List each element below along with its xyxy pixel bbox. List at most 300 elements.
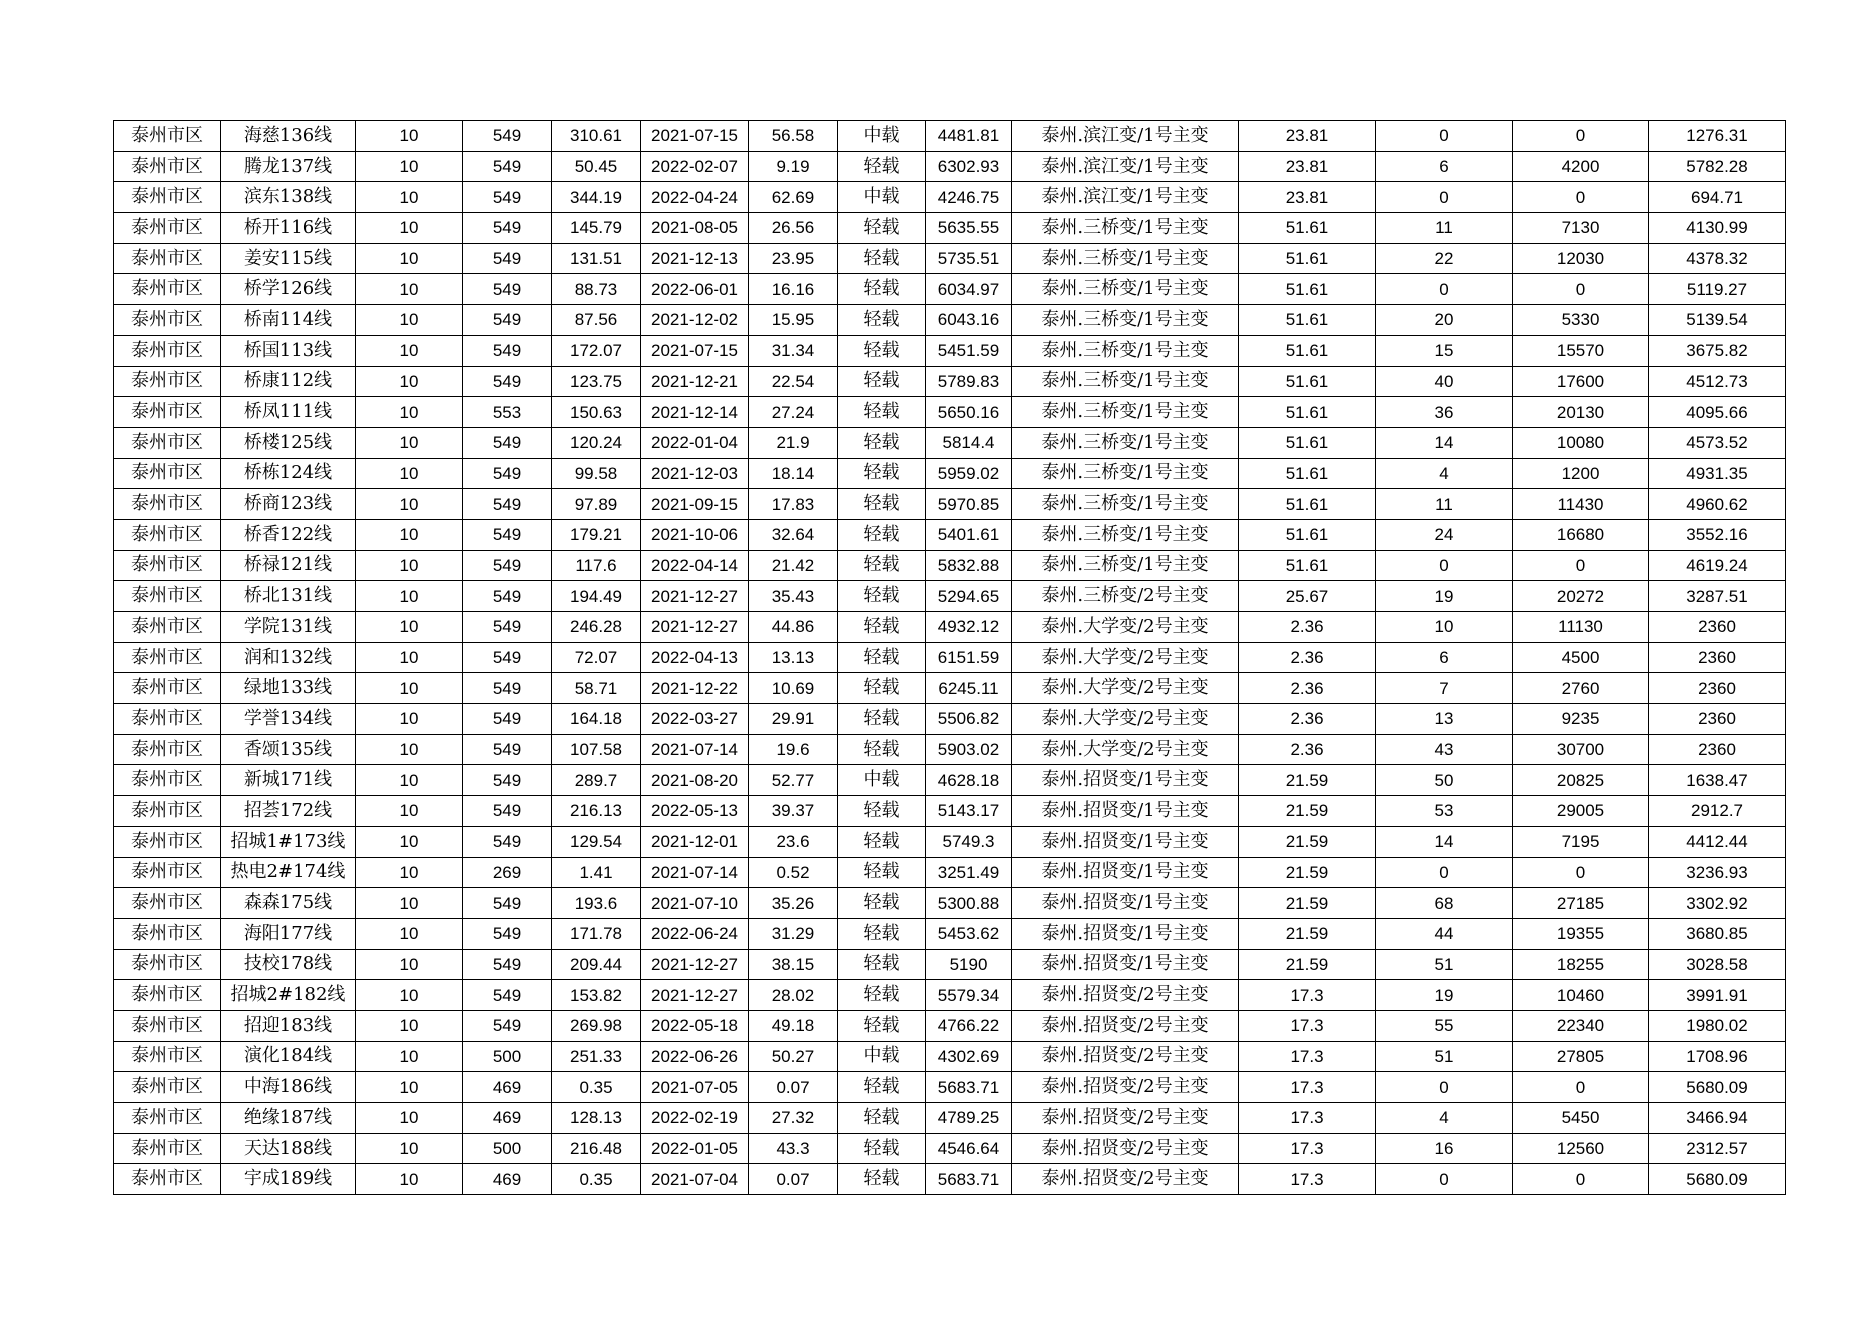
district-cell: 泰州市区 bbox=[114, 305, 221, 336]
line-name-cell: 桥楼125线 bbox=[221, 427, 356, 458]
date-cell: 2022-02-07 bbox=[641, 151, 749, 182]
voltage-cell: 10 bbox=[356, 366, 463, 397]
transformer-cell: 泰州.三桥变/1号主变 bbox=[1012, 397, 1239, 428]
user-count-cell: 0 bbox=[1376, 121, 1513, 152]
load-status-cell: 轻载 bbox=[838, 888, 926, 919]
district-cell: 泰州市区 bbox=[114, 1133, 221, 1164]
user-count-cell: 16 bbox=[1376, 1133, 1513, 1164]
current-cell: 216.48 bbox=[552, 1133, 641, 1164]
table-row bbox=[114, 1103, 1786, 1134]
load-rate-cell: 0.07 bbox=[749, 1072, 838, 1103]
transformer-load-cell: 21.59 bbox=[1239, 857, 1376, 888]
transformer-cell: 泰州.三桥变/1号主变 bbox=[1012, 274, 1239, 305]
user-capacity-cell: 17600 bbox=[1513, 366, 1649, 397]
date-cell: 2022-04-14 bbox=[641, 550, 749, 581]
available-capacity-cell: 5401.61 bbox=[926, 519, 1012, 550]
current-cell: 310.61 bbox=[552, 121, 641, 152]
remaining-capacity-cell: 5680.09 bbox=[1649, 1072, 1786, 1103]
voltage-cell: 10 bbox=[356, 335, 463, 366]
load-rate-cell: 0.07 bbox=[749, 1164, 838, 1195]
current-cell: 164.18 bbox=[552, 704, 641, 735]
line-name-cell: 海阳177线 bbox=[221, 918, 356, 949]
transformer-cell: 泰州.滨江变/1号主变 bbox=[1012, 182, 1239, 213]
date-cell: 2022-01-05 bbox=[641, 1133, 749, 1164]
line-name-cell: 森森175线 bbox=[221, 888, 356, 919]
transformer-cell: 泰州.招贤变/1号主变 bbox=[1012, 796, 1239, 827]
user-count-cell: 15 bbox=[1376, 335, 1513, 366]
district-cell: 泰州市区 bbox=[114, 1041, 221, 1072]
load-status-cell: 中载 bbox=[838, 765, 926, 796]
table-row bbox=[114, 427, 1786, 458]
load-rate-cell: 35.26 bbox=[749, 888, 838, 919]
district-cell: 泰州市区 bbox=[114, 1010, 221, 1041]
capacity-cell: 549 bbox=[463, 612, 552, 643]
capacity-cell: 500 bbox=[463, 1041, 552, 1072]
transformer-cell: 泰州.三桥变/1号主变 bbox=[1012, 427, 1239, 458]
date-cell: 2021-07-14 bbox=[641, 734, 749, 765]
user-capacity-cell: 27185 bbox=[1513, 888, 1649, 919]
voltage-cell: 10 bbox=[356, 550, 463, 581]
available-capacity-cell: 6043.16 bbox=[926, 305, 1012, 336]
transformer-cell: 泰州.三桥变/1号主变 bbox=[1012, 366, 1239, 397]
capacity-cell: 549 bbox=[463, 673, 552, 704]
remaining-capacity-cell: 4412.44 bbox=[1649, 826, 1786, 857]
transformer-cell: 泰州.招贤变/1号主变 bbox=[1012, 949, 1239, 980]
capacity-cell: 549 bbox=[463, 274, 552, 305]
user-capacity-cell: 5330 bbox=[1513, 305, 1649, 336]
load-rate-cell: 23.6 bbox=[749, 826, 838, 857]
user-count-cell: 4 bbox=[1376, 1103, 1513, 1134]
table-row bbox=[114, 182, 1786, 213]
district-cell: 泰州市区 bbox=[114, 335, 221, 366]
transformer-load-cell: 17.3 bbox=[1239, 1133, 1376, 1164]
capacity-cell: 549 bbox=[463, 121, 552, 152]
available-capacity-cell: 5650.16 bbox=[926, 397, 1012, 428]
voltage-cell: 10 bbox=[356, 826, 463, 857]
voltage-cell: 10 bbox=[356, 305, 463, 336]
load-rate-cell: 27.24 bbox=[749, 397, 838, 428]
available-capacity-cell: 5506.82 bbox=[926, 704, 1012, 735]
current-cell: 97.89 bbox=[552, 489, 641, 520]
available-capacity-cell: 4246.75 bbox=[926, 182, 1012, 213]
available-capacity-cell: 4766.22 bbox=[926, 1010, 1012, 1041]
current-cell: 171.78 bbox=[552, 918, 641, 949]
load-status-cell: 轻载 bbox=[838, 734, 926, 765]
capacity-cell: 549 bbox=[463, 826, 552, 857]
capacity-cell: 549 bbox=[463, 581, 552, 612]
load-rate-cell: 29.91 bbox=[749, 704, 838, 735]
transformer-cell: 泰州.大学变/2号主变 bbox=[1012, 673, 1239, 704]
current-cell: 129.54 bbox=[552, 826, 641, 857]
current-cell: 150.63 bbox=[552, 397, 641, 428]
user-capacity-cell: 7130 bbox=[1513, 213, 1649, 244]
load-status-cell: 轻载 bbox=[838, 519, 926, 550]
current-cell: 128.13 bbox=[552, 1103, 641, 1134]
capacity-cell: 549 bbox=[463, 335, 552, 366]
district-cell: 泰州市区 bbox=[114, 704, 221, 735]
capacity-cell: 549 bbox=[463, 765, 552, 796]
remaining-capacity-cell: 3680.85 bbox=[1649, 918, 1786, 949]
user-capacity-cell: 4200 bbox=[1513, 151, 1649, 182]
available-capacity-cell: 5453.62 bbox=[926, 918, 1012, 949]
user-count-cell: 14 bbox=[1376, 826, 1513, 857]
current-cell: 269.98 bbox=[552, 1010, 641, 1041]
user-capacity-cell: 2760 bbox=[1513, 673, 1649, 704]
load-status-cell: 中载 bbox=[838, 121, 926, 152]
table-row bbox=[114, 1133, 1786, 1164]
current-cell: 289.7 bbox=[552, 765, 641, 796]
load-rate-cell: 15.95 bbox=[749, 305, 838, 336]
district-cell: 泰州市区 bbox=[114, 826, 221, 857]
user-capacity-cell: 9235 bbox=[1513, 704, 1649, 735]
remaining-capacity-cell: 4573.52 bbox=[1649, 427, 1786, 458]
current-cell: 1.41 bbox=[552, 857, 641, 888]
user-capacity-cell: 0 bbox=[1513, 274, 1649, 305]
load-rate-cell: 56.58 bbox=[749, 121, 838, 152]
line-name-cell: 桥学126线 bbox=[221, 274, 356, 305]
load-status-cell: 轻载 bbox=[838, 1010, 926, 1041]
capacity-cell: 469 bbox=[463, 1103, 552, 1134]
date-cell: 2021-12-14 bbox=[641, 397, 749, 428]
line-name-cell: 海慈136线 bbox=[221, 121, 356, 152]
line-name-cell: 润和132线 bbox=[221, 642, 356, 673]
capacity-cell: 549 bbox=[463, 734, 552, 765]
user-count-cell: 55 bbox=[1376, 1010, 1513, 1041]
line-name-cell: 桥开116线 bbox=[221, 213, 356, 244]
load-status-cell: 轻载 bbox=[838, 151, 926, 182]
date-cell: 2021-12-27 bbox=[641, 949, 749, 980]
current-cell: 58.71 bbox=[552, 673, 641, 704]
user-count-cell: 0 bbox=[1376, 182, 1513, 213]
current-cell: 216.13 bbox=[552, 796, 641, 827]
voltage-cell: 10 bbox=[356, 704, 463, 735]
table-row bbox=[114, 151, 1786, 182]
current-cell: 251.33 bbox=[552, 1041, 641, 1072]
table-row bbox=[114, 397, 1786, 428]
district-cell: 泰州市区 bbox=[114, 673, 221, 704]
available-capacity-cell: 4302.69 bbox=[926, 1041, 1012, 1072]
district-cell: 泰州市区 bbox=[114, 550, 221, 581]
date-cell: 2021-08-05 bbox=[641, 213, 749, 244]
date-cell: 2021-12-21 bbox=[641, 366, 749, 397]
table-row bbox=[114, 1041, 1786, 1072]
user-capacity-cell: 19355 bbox=[1513, 918, 1649, 949]
load-status-cell: 轻载 bbox=[838, 335, 926, 366]
date-cell: 2021-07-14 bbox=[641, 857, 749, 888]
district-cell: 泰州市区 bbox=[114, 243, 221, 274]
table-row bbox=[114, 612, 1786, 643]
line-name-cell: 桥国113线 bbox=[221, 335, 356, 366]
load-rate-cell: 18.14 bbox=[749, 458, 838, 489]
table-row bbox=[114, 796, 1786, 827]
current-cell: 145.79 bbox=[552, 213, 641, 244]
capacity-cell: 549 bbox=[463, 151, 552, 182]
date-cell: 2021-09-15 bbox=[641, 489, 749, 520]
capacity-cell: 500 bbox=[463, 1133, 552, 1164]
capacity-cell: 549 bbox=[463, 704, 552, 735]
district-cell: 泰州市区 bbox=[114, 857, 221, 888]
feeder-load-table bbox=[113, 120, 1786, 1195]
load-rate-cell: 50.27 bbox=[749, 1041, 838, 1072]
district-cell: 泰州市区 bbox=[114, 121, 221, 152]
district-cell: 泰州市区 bbox=[114, 980, 221, 1011]
available-capacity-cell: 5789.83 bbox=[926, 366, 1012, 397]
load-status-cell: 轻载 bbox=[838, 458, 926, 489]
date-cell: 2022-03-27 bbox=[641, 704, 749, 735]
district-cell: 泰州市区 bbox=[114, 397, 221, 428]
line-name-cell: 姜安115线 bbox=[221, 243, 356, 274]
table-row bbox=[114, 305, 1786, 336]
available-capacity-cell: 5970.85 bbox=[926, 489, 1012, 520]
user-capacity-cell: 12030 bbox=[1513, 243, 1649, 274]
voltage-cell: 10 bbox=[356, 397, 463, 428]
capacity-cell: 549 bbox=[463, 305, 552, 336]
date-cell: 2021-12-01 bbox=[641, 826, 749, 857]
transformer-load-cell: 23.81 bbox=[1239, 121, 1376, 152]
user-count-cell: 0 bbox=[1376, 274, 1513, 305]
capacity-cell: 549 bbox=[463, 489, 552, 520]
remaining-capacity-cell: 4130.99 bbox=[1649, 213, 1786, 244]
user-count-cell: 0 bbox=[1376, 1072, 1513, 1103]
capacity-cell: 549 bbox=[463, 918, 552, 949]
user-capacity-cell: 12560 bbox=[1513, 1133, 1649, 1164]
voltage-cell: 10 bbox=[356, 612, 463, 643]
transformer-load-cell: 2.36 bbox=[1239, 734, 1376, 765]
transformer-load-cell: 51.61 bbox=[1239, 366, 1376, 397]
remaining-capacity-cell: 5139.54 bbox=[1649, 305, 1786, 336]
capacity-cell: 469 bbox=[463, 1072, 552, 1103]
load-rate-cell: 27.32 bbox=[749, 1103, 838, 1134]
district-cell: 泰州市区 bbox=[114, 1164, 221, 1195]
remaining-capacity-cell: 4095.66 bbox=[1649, 397, 1786, 428]
date-cell: 2021-07-15 bbox=[641, 121, 749, 152]
transformer-load-cell: 21.59 bbox=[1239, 888, 1376, 919]
remaining-capacity-cell: 5119.27 bbox=[1649, 274, 1786, 305]
current-cell: 87.56 bbox=[552, 305, 641, 336]
table-row bbox=[114, 335, 1786, 366]
current-cell: 120.24 bbox=[552, 427, 641, 458]
load-rate-cell: 39.37 bbox=[749, 796, 838, 827]
table-row bbox=[114, 918, 1786, 949]
voltage-cell: 10 bbox=[356, 519, 463, 550]
table-row bbox=[114, 980, 1786, 1011]
transformer-cell: 泰州.招贤变/2号主变 bbox=[1012, 980, 1239, 1011]
current-cell: 193.6 bbox=[552, 888, 641, 919]
current-cell: 344.19 bbox=[552, 182, 641, 213]
user-count-cell: 4 bbox=[1376, 458, 1513, 489]
available-capacity-cell: 5451.59 bbox=[926, 335, 1012, 366]
load-rate-cell: 44.86 bbox=[749, 612, 838, 643]
available-capacity-cell: 5832.88 bbox=[926, 550, 1012, 581]
load-status-cell: 轻载 bbox=[838, 243, 926, 274]
date-cell: 2021-07-15 bbox=[641, 335, 749, 366]
date-cell: 2021-07-04 bbox=[641, 1164, 749, 1195]
current-cell: 72.07 bbox=[552, 642, 641, 673]
table-row bbox=[114, 765, 1786, 796]
load-status-cell: 轻载 bbox=[838, 1103, 926, 1134]
remaining-capacity-cell: 1638.47 bbox=[1649, 765, 1786, 796]
remaining-capacity-cell: 4619.24 bbox=[1649, 550, 1786, 581]
load-rate-cell: 38.15 bbox=[749, 949, 838, 980]
transformer-cell: 泰州.大学变/2号主变 bbox=[1012, 612, 1239, 643]
date-cell: 2022-06-01 bbox=[641, 274, 749, 305]
current-cell: 194.49 bbox=[552, 581, 641, 612]
transformer-cell: 泰州.招贤变/1号主变 bbox=[1012, 826, 1239, 857]
available-capacity-cell: 5903.02 bbox=[926, 734, 1012, 765]
available-capacity-cell: 5635.55 bbox=[926, 213, 1012, 244]
user-capacity-cell: 30700 bbox=[1513, 734, 1649, 765]
remaining-capacity-cell: 2360 bbox=[1649, 734, 1786, 765]
current-cell: 99.58 bbox=[552, 458, 641, 489]
transformer-load-cell: 25.67 bbox=[1239, 581, 1376, 612]
user-count-cell: 10 bbox=[1376, 612, 1513, 643]
transformer-load-cell: 51.61 bbox=[1239, 550, 1376, 581]
capacity-cell: 549 bbox=[463, 182, 552, 213]
load-rate-cell: 21.9 bbox=[749, 427, 838, 458]
date-cell: 2021-12-27 bbox=[641, 980, 749, 1011]
district-cell: 泰州市区 bbox=[114, 1103, 221, 1134]
user-capacity-cell: 0 bbox=[1513, 182, 1649, 213]
transformer-load-cell: 2.36 bbox=[1239, 704, 1376, 735]
current-cell: 153.82 bbox=[552, 980, 641, 1011]
voltage-cell: 10 bbox=[356, 182, 463, 213]
remaining-capacity-cell: 4960.62 bbox=[1649, 489, 1786, 520]
district-cell: 泰州市区 bbox=[114, 796, 221, 827]
remaining-capacity-cell: 3287.51 bbox=[1649, 581, 1786, 612]
user-count-cell: 11 bbox=[1376, 213, 1513, 244]
table-row bbox=[114, 458, 1786, 489]
available-capacity-cell: 5749.3 bbox=[926, 826, 1012, 857]
district-cell: 泰州市区 bbox=[114, 734, 221, 765]
user-capacity-cell: 1200 bbox=[1513, 458, 1649, 489]
line-name-cell: 学誉134线 bbox=[221, 704, 356, 735]
table-row bbox=[114, 213, 1786, 244]
user-count-cell: 14 bbox=[1376, 427, 1513, 458]
table-row bbox=[114, 366, 1786, 397]
capacity-cell: 549 bbox=[463, 519, 552, 550]
table-row bbox=[114, 888, 1786, 919]
voltage-cell: 10 bbox=[356, 1041, 463, 1072]
user-capacity-cell: 11430 bbox=[1513, 489, 1649, 520]
transformer-load-cell: 2.36 bbox=[1239, 673, 1376, 704]
table-row bbox=[114, 857, 1786, 888]
user-count-cell: 13 bbox=[1376, 704, 1513, 735]
load-rate-cell: 0.52 bbox=[749, 857, 838, 888]
user-count-cell: 20 bbox=[1376, 305, 1513, 336]
remaining-capacity-cell: 5680.09 bbox=[1649, 1164, 1786, 1195]
transformer-cell: 泰州.三桥变/1号主变 bbox=[1012, 550, 1239, 581]
transformer-cell: 泰州.滨江变/1号主变 bbox=[1012, 151, 1239, 182]
transformer-load-cell: 51.61 bbox=[1239, 274, 1376, 305]
load-status-cell: 轻载 bbox=[838, 1072, 926, 1103]
user-capacity-cell: 10080 bbox=[1513, 427, 1649, 458]
available-capacity-cell: 4932.12 bbox=[926, 612, 1012, 643]
date-cell: 2021-12-27 bbox=[641, 612, 749, 643]
table-row bbox=[114, 673, 1786, 704]
user-capacity-cell: 10460 bbox=[1513, 980, 1649, 1011]
user-count-cell: 0 bbox=[1376, 1164, 1513, 1195]
date-cell: 2022-04-24 bbox=[641, 182, 749, 213]
transformer-load-cell: 51.61 bbox=[1239, 335, 1376, 366]
voltage-cell: 10 bbox=[356, 151, 463, 182]
line-name-cell: 学院131线 bbox=[221, 612, 356, 643]
line-name-cell: 招迎183线 bbox=[221, 1010, 356, 1041]
user-count-cell: 50 bbox=[1376, 765, 1513, 796]
transformer-load-cell: 51.61 bbox=[1239, 489, 1376, 520]
user-capacity-cell: 18255 bbox=[1513, 949, 1649, 980]
remaining-capacity-cell: 694.71 bbox=[1649, 182, 1786, 213]
capacity-cell: 469 bbox=[463, 1164, 552, 1195]
remaining-capacity-cell: 3236.93 bbox=[1649, 857, 1786, 888]
district-cell: 泰州市区 bbox=[114, 366, 221, 397]
table-row bbox=[114, 489, 1786, 520]
date-cell: 2022-06-24 bbox=[641, 918, 749, 949]
user-capacity-cell: 4500 bbox=[1513, 642, 1649, 673]
user-capacity-cell: 7195 bbox=[1513, 826, 1649, 857]
user-capacity-cell: 20825 bbox=[1513, 765, 1649, 796]
district-cell: 泰州市区 bbox=[114, 182, 221, 213]
district-cell: 泰州市区 bbox=[114, 213, 221, 244]
date-cell: 2021-12-22 bbox=[641, 673, 749, 704]
user-count-cell: 68 bbox=[1376, 888, 1513, 919]
remaining-capacity-cell: 3552.16 bbox=[1649, 519, 1786, 550]
transformer-load-cell: 2.36 bbox=[1239, 612, 1376, 643]
table-row bbox=[114, 1072, 1786, 1103]
user-capacity-cell: 0 bbox=[1513, 1072, 1649, 1103]
load-status-cell: 中载 bbox=[838, 1041, 926, 1072]
transformer-load-cell: 21.59 bbox=[1239, 826, 1376, 857]
user-count-cell: 0 bbox=[1376, 857, 1513, 888]
available-capacity-cell: 5143.17 bbox=[926, 796, 1012, 827]
voltage-cell: 10 bbox=[356, 1164, 463, 1195]
load-status-cell: 轻载 bbox=[838, 366, 926, 397]
line-name-cell: 绝缘187线 bbox=[221, 1103, 356, 1134]
user-capacity-cell: 5450 bbox=[1513, 1103, 1649, 1134]
transformer-load-cell: 17.3 bbox=[1239, 1103, 1376, 1134]
current-cell: 88.73 bbox=[552, 274, 641, 305]
load-status-cell: 轻载 bbox=[838, 796, 926, 827]
remaining-capacity-cell: 2360 bbox=[1649, 673, 1786, 704]
available-capacity-cell: 4789.25 bbox=[926, 1103, 1012, 1134]
load-status-cell: 轻载 bbox=[838, 857, 926, 888]
transformer-load-cell: 51.61 bbox=[1239, 458, 1376, 489]
transformer-load-cell: 51.61 bbox=[1239, 305, 1376, 336]
available-capacity-cell: 5959.02 bbox=[926, 458, 1012, 489]
remaining-capacity-cell: 2360 bbox=[1649, 612, 1786, 643]
load-rate-cell: 31.34 bbox=[749, 335, 838, 366]
line-name-cell: 技校178线 bbox=[221, 949, 356, 980]
table-row bbox=[114, 949, 1786, 980]
date-cell: 2022-04-13 bbox=[641, 642, 749, 673]
voltage-cell: 10 bbox=[356, 734, 463, 765]
district-cell: 泰州市区 bbox=[114, 519, 221, 550]
voltage-cell: 10 bbox=[356, 274, 463, 305]
line-name-cell: 中海186线 bbox=[221, 1072, 356, 1103]
remaining-capacity-cell: 3466.94 bbox=[1649, 1103, 1786, 1134]
load-status-cell: 轻载 bbox=[838, 1133, 926, 1164]
district-cell: 泰州市区 bbox=[114, 765, 221, 796]
date-cell: 2022-05-13 bbox=[641, 796, 749, 827]
voltage-cell: 10 bbox=[356, 765, 463, 796]
capacity-cell: 549 bbox=[463, 1010, 552, 1041]
user-count-cell: 24 bbox=[1376, 519, 1513, 550]
user-count-cell: 43 bbox=[1376, 734, 1513, 765]
transformer-cell: 泰州.招贤变/1号主变 bbox=[1012, 857, 1239, 888]
transformer-cell: 泰州.三桥变/1号主变 bbox=[1012, 243, 1239, 274]
voltage-cell: 10 bbox=[356, 427, 463, 458]
line-name-cell: 桥香122线 bbox=[221, 519, 356, 550]
transformer-cell: 泰州.招贤变/2号主变 bbox=[1012, 1164, 1239, 1195]
